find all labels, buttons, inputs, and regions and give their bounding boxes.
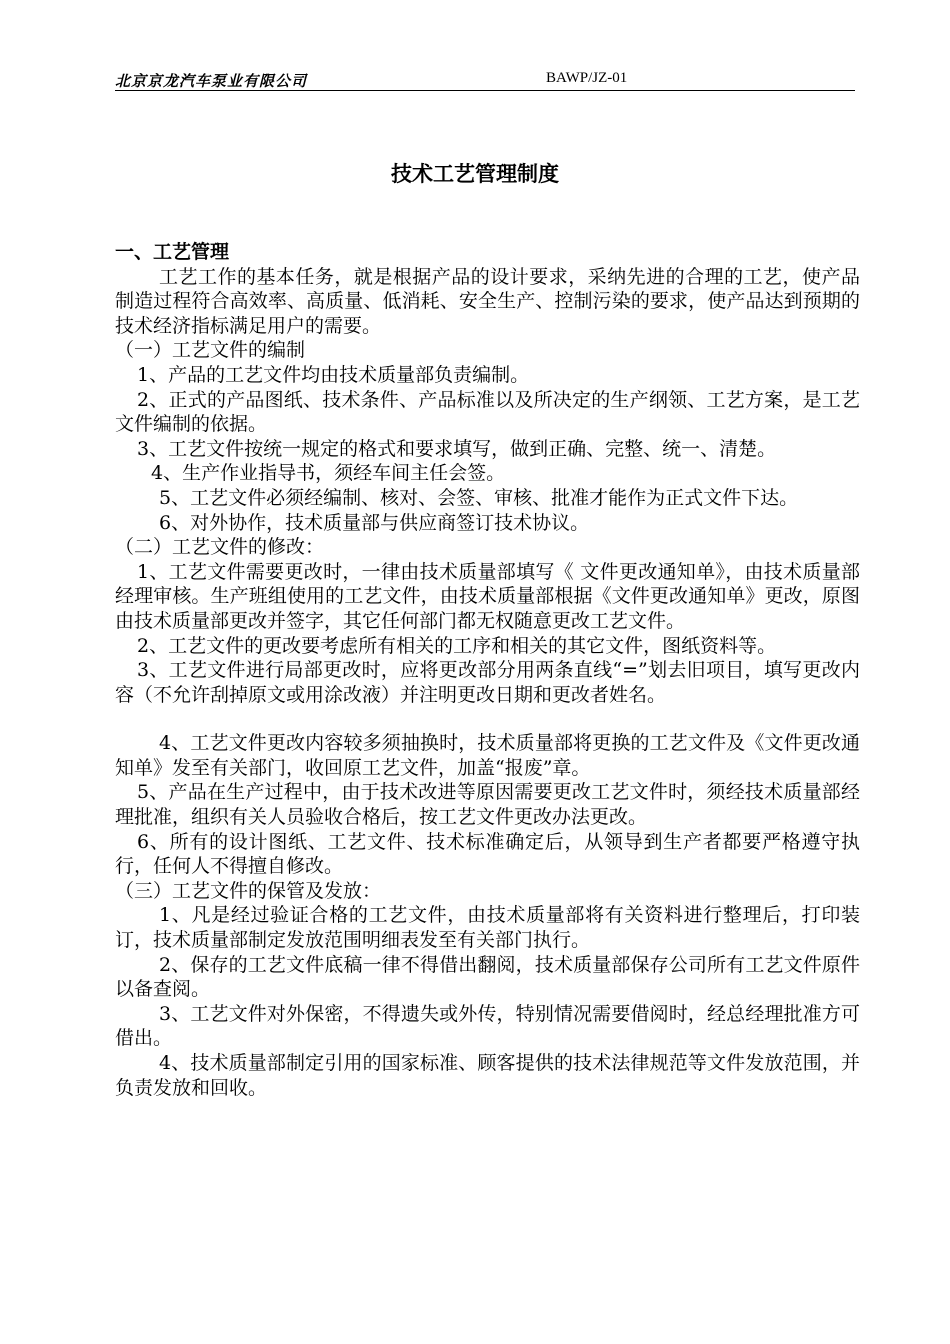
body-paragraph: 6、所有的设计图纸、工艺文件、技术标准确定后，从领导到生产者都要严格遵守执行，任何人不得擅自修改。 bbox=[115, 830, 860, 878]
body-paragraph: 1、工艺文件需要更改时，一律由技术质量部填写《 文件更改通知单》，由技术质量部经理审核。生产班组使用的工艺文件，由技术质量部根据《文件更改通知单》更改，原图由技术质量部更改并签字，其它任何部门都无权随意更改工艺文件。 bbox=[115, 560, 860, 632]
body-paragraph: 5、工艺文件必须经编制、核对、会签、审核、批准才能作为正式文件下达。 bbox=[159, 486, 799, 509]
body-paragraph: 4、技术质量部制定引用的国家标准、顾客提供的技术法律规范等文件发放范围，并负责发放和回收。 bbox=[115, 1052, 860, 1099]
body-paragraph: 2、保存的工艺文件底稿一律不得借出翻阅，技术质量部保存公司所有工艺文件原件以备查阅。 bbox=[115, 953, 860, 1001]
body-paragraph: 1、凡是经过验证合格的工艺文件，由技术质量部将有关资料进行整理后，打印装订，技术质量部制定发放范围明细表发至有关部门执行。 bbox=[115, 904, 860, 952]
body-paragraph: 5、产品在生产过程中，由于技术改进等原因需要更改工艺文件时，须经技术质量部经理批准，组织有关人员验收合格后，按工艺文件更改办法更改。 bbox=[115, 781, 860, 829]
body-paragraph: 1、产品的工艺文件均由技术质量部负责编制。 bbox=[137, 363, 530, 386]
body-paragraph: 4、工艺文件更改内容较多须抽换时，技术质量部将更换的工艺文件及《文件更改通知单》发至有关部门，收回原工艺文件，加盖“报废”章。 bbox=[115, 732, 860, 779]
company-name: 北京京龙汽车泵业有限公司 bbox=[115, 72, 308, 90]
body-paragraph: （一）工艺文件的编制 bbox=[115, 339, 306, 362]
body-paragraph: 工艺工作的基本任务，就是根据产品的设计要求，采纳先进的合理的工艺，使产品制造过程符合高效率、高质量、低消耗、安全生产、控制污染的要求，使产品达到预期的技术经济指标满足用户的需要。 bbox=[115, 265, 860, 337]
body-paragraph: 3、工艺文件进行局部更改时，应将更改部分用两条直线“=”划去旧项目，填写更改内容（不允许刮掉原文或用涂改液）并注明更改日期和更改者姓名。 bbox=[115, 659, 860, 706]
document-body bbox=[115, 240, 860, 1100]
body-paragraph: 3、工艺文件对外保密，不得遗失或外传，特别情况需要借阅时，经总经理批准方可借出。 bbox=[115, 1002, 860, 1050]
body-paragraph: 6、对外协作，技术质量部与供应商签订技术协议。 bbox=[159, 511, 590, 534]
body-paragraph: （二）工艺文件的修改： bbox=[115, 536, 325, 559]
document-title: 技术工艺管理制度 bbox=[391, 161, 559, 186]
body-paragraph: 3、工艺文件按统一规定的格式和要求填写，做到正确、完整、统一、清楚。 bbox=[137, 437, 777, 460]
blank-line bbox=[115, 707, 860, 731]
body-paragraph: 2、工艺文件的更改要考虑所有相关的工序和相关的其它文件，图纸资料等。 bbox=[137, 634, 777, 657]
section-heading: 一、工艺管理 bbox=[115, 241, 230, 263]
body-paragraph: （三）工艺文件的保管及发放： bbox=[115, 879, 382, 902]
page-header bbox=[115, 70, 855, 91]
body-paragraph: 2、正式的产品图纸、技术条件、产品标准以及所决定的生产纲领、工艺方案，是工艺文件编制的依据。 bbox=[115, 388, 860, 436]
document-code: BAWP/JZ-01 bbox=[546, 70, 628, 86]
body-paragraph: 4、生产作业指导书，须经车间主任会签。 bbox=[151, 462, 506, 485]
